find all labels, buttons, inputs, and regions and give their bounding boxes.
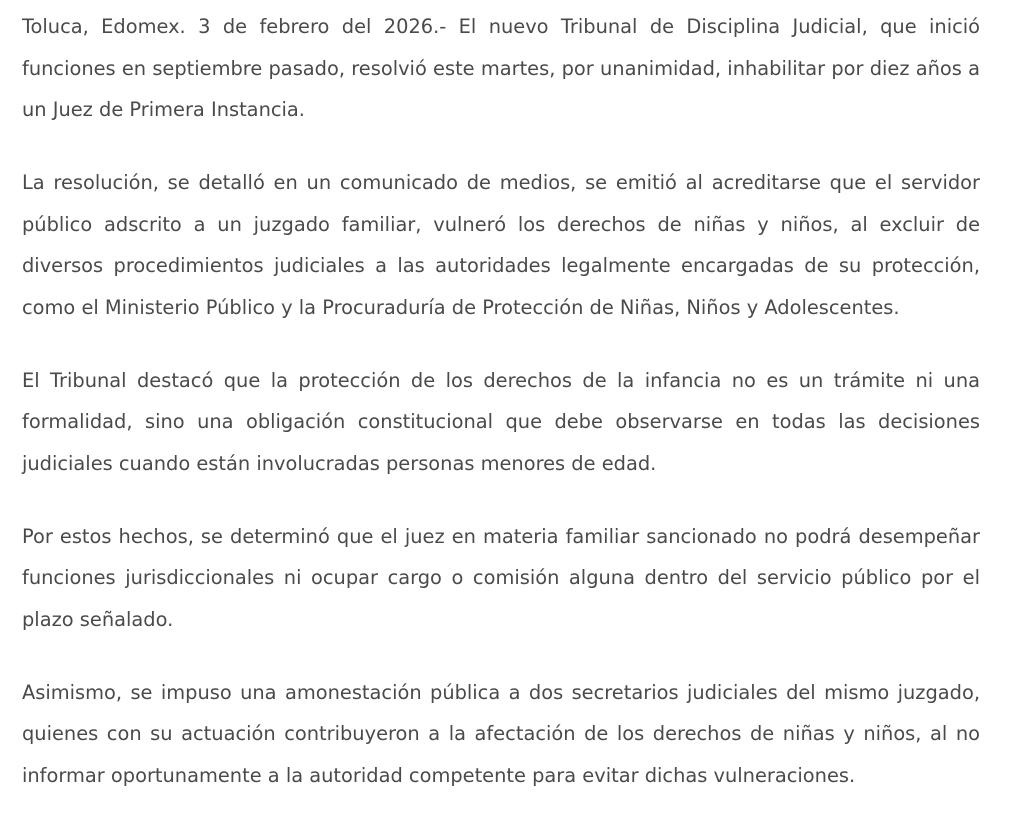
paragraph-tribunal-statement: El Tribunal destacó que la protección de los derechos de la infancia no es un trámite ni una formalidad, sino una obligación constitucional que debe observarse en todas las decisiones judiciales cuando están involucradas personas menores de edad. <box>22 368 980 475</box>
article-body <box>22 6 980 796</box>
paragraph-admonition: Asimismo, se impuso una amonestación pública a dos secretarios judiciales del mismo juzgado, quienes con su actuación contribuyeron a la afectación de los derechos de niñas y niños, al no informar oportunamente a la autoridad competente para evitar dichas vulneraciones. <box>22 680 980 787</box>
paragraph-sanction: Por estos hechos, se determinó que el juez en materia familiar sancionado no podrá desempeñar funciones jurisdiccionales ni ocupar cargo o comisión alguna dentro del servicio público por el plazo señalado. <box>22 524 980 631</box>
paragraph-lead: Toluca, Edomex. 3 de febrero del 2026.- El nuevo Tribunal de Disciplina Judicial, que inició funciones en septiembre pasado, resolvió este martes, por unanimidad, inhabilitar por diez años a un Juez de Primera Instancia. <box>22 15 980 121</box>
paragraph-resolution-details: La resolución, se detalló en un comunicado de medios, se emitió al acreditarse que el servidor público adscrito a un juzgado familiar, vulneró los derechos de niñas y niños, al excluir de diversos procedimientos judiciales a las autoridades legalmente encargadas de su protección, como el Ministerio Público y la Procuraduría de Protección de Niñas, Niños y Adolescentes. <box>22 171 980 319</box>
